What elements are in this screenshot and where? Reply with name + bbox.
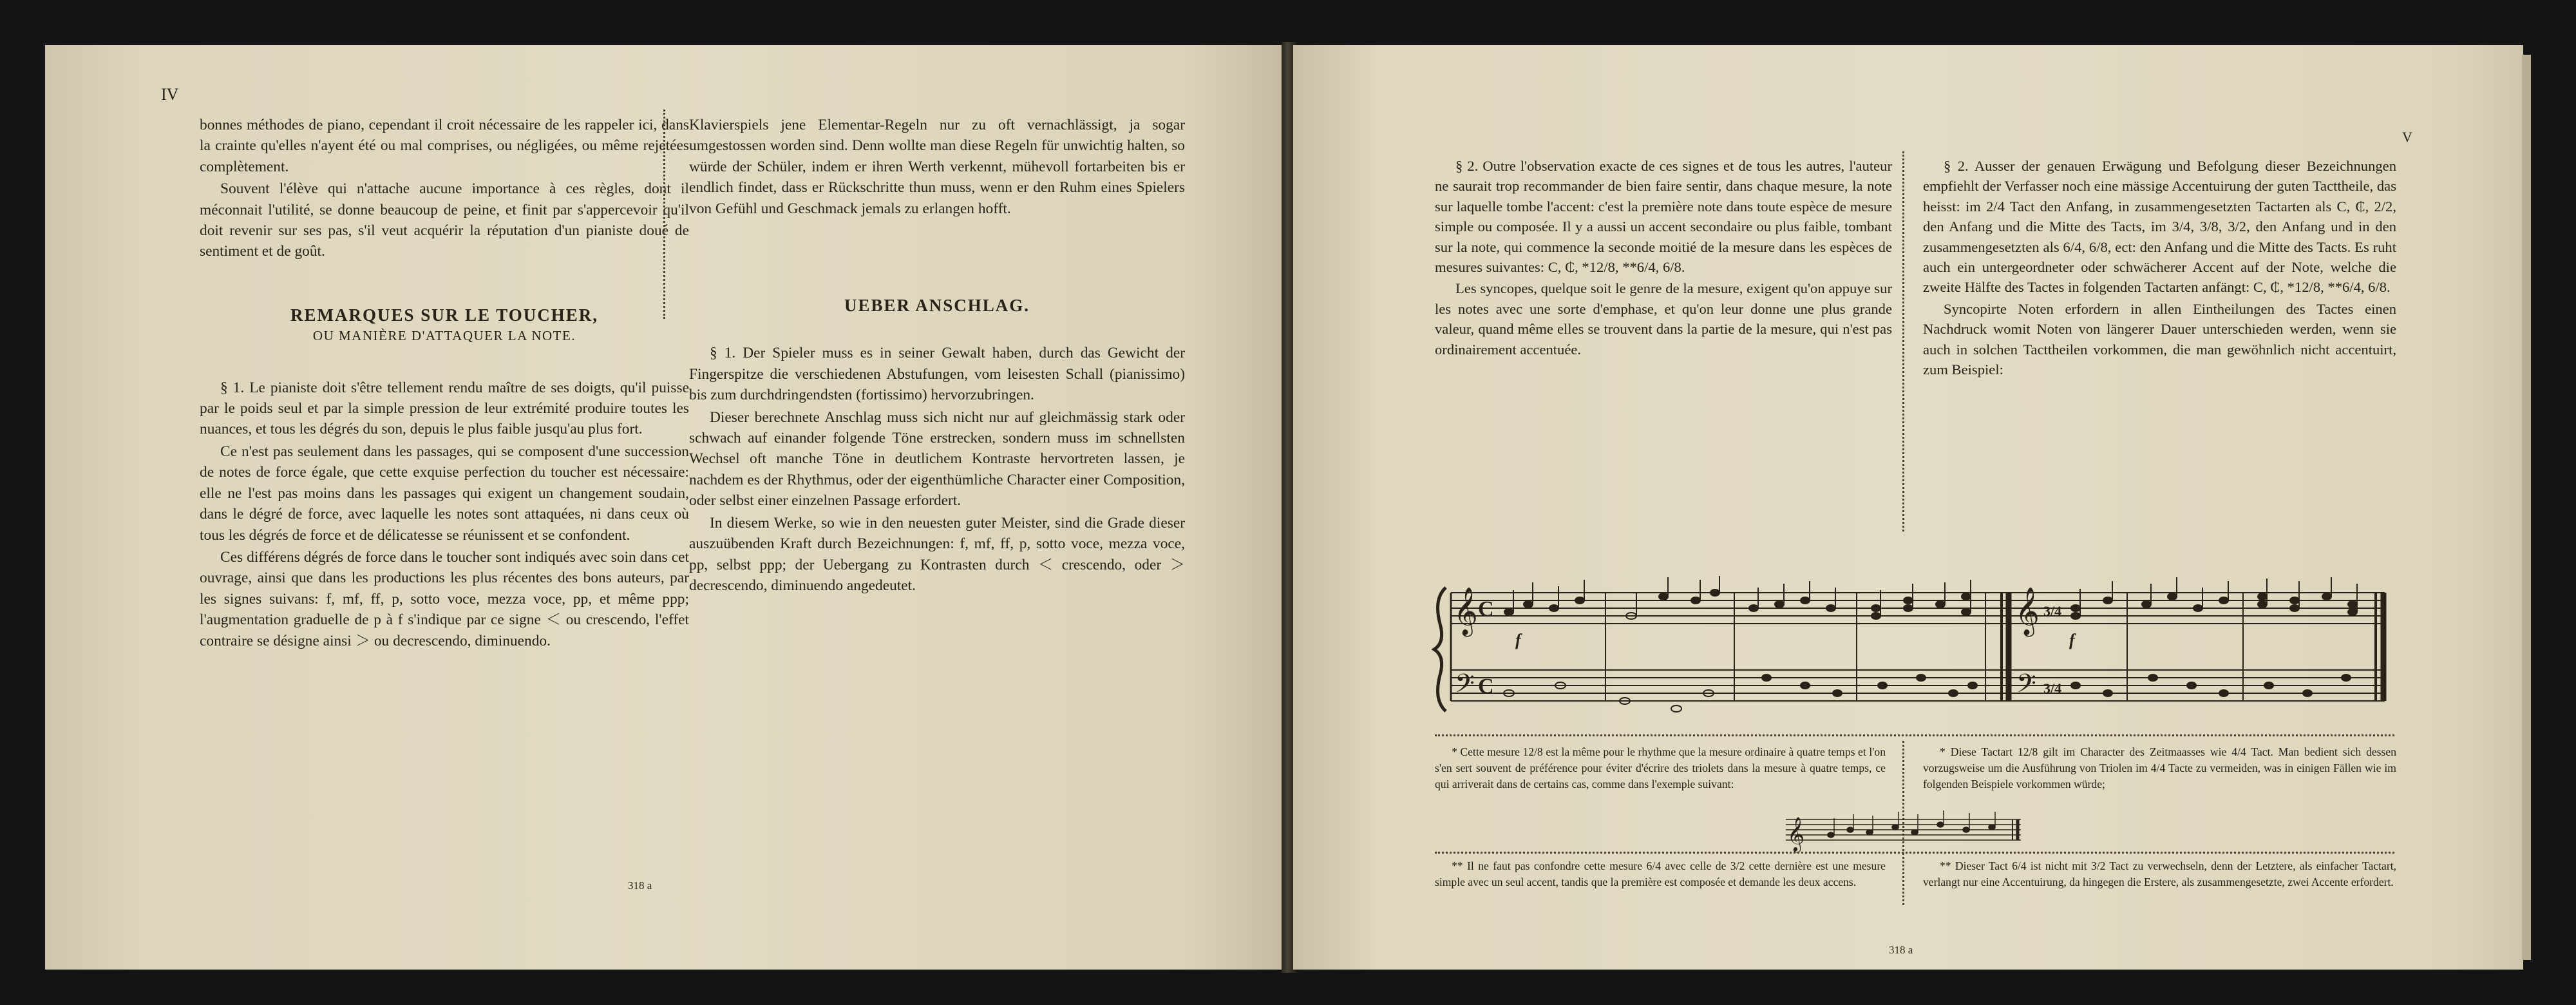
lower-staff — [1451, 670, 2385, 701]
clefs — [1454, 588, 2040, 705]
french-intro-1: bonnes méthodes de piano, cependant il croit nécessaire de les rappeler ici, dans la crainte qu'elles n'ayent été ou mal comprises, ou négligées, ou même rejetées complètement. — [200, 117, 689, 175]
page-number-left: IV — [161, 85, 179, 104]
french-heading: REMARQUES SUR LE TOUCHER, — [290, 305, 599, 325]
column-divider-left — [663, 110, 665, 319]
french-intro-2: Souvent l'élève qui n'attache aucune importance à ces règles, dont il méconnait l'utilité, se donne beaucoup de peine, et finit par s'appercevoir qu'il doit revenir sur ses pas, s'il veut acquérir la réputation d'un pianiste doué de sentiment et de goût. — [200, 180, 689, 260]
french-right-paragraph-2: Les syncopes, quelque soit le genre de la mesure, exigent qu'on appuye sur les notes avec une sorte d'emphase, et qu'on leur donne une plus grande valeur, quand même elles se trouvent dans la partie de la mesure, qui n'est pas ordinairement accentuée. — [1435, 280, 1892, 358]
german-intro: Klavierspiels jene Elementar-Regeln nur zu oft vernachlässigt, ja sogar umgestossen worden sind. Denn wollte man diese Regeln für unwichtig halten, so würde der Schüler, indem er ihren Werth verkennt, mühevoll fortarbeiten bis er endlich findet, dass er Rückschritte thun muss, wenn er den Ruhm eines Spielers von Gefühl und Geschmack jemals zu erlangen hofft. — [689, 117, 1185, 217]
music-example — [1432, 573, 2398, 725]
time-signature-upper: C — [1478, 597, 1494, 621]
page-number-right: V — [2402, 129, 2412, 145]
german-paragraph-3: In diesem Werke, so wie in den neuesten guter Meister, sind die Grade dieser auszuübenden Kraft durch Bezeichnungen: f, mf, ff, p, sotto voce, mezza voce, pp, selbst ppp; der Uebergang zu Kontrasten durch ＜ crescendo, oder ＞ decrescendo, diminuendo angedeutet. — [689, 514, 1185, 594]
footnote-12-8-french: * Cette mesure 12/8 est la même pour le rhythme que la mesure ordinaire à quatre temps et l'on s'en sert souvent de préférence pour éviter d'écrire des triolets dans la mesure à quatre temps, ce qui arriverait dans de certains cas, comme dans l'exemple suivant: — [1435, 745, 1886, 790]
time-signature-lower: C — [1478, 675, 1494, 698]
footnote-rule — [1435, 734, 2394, 736]
french-paragraph-1: § 1. Le pianiste doit s'être tellement rendu maître de ses doigts, qu'il puisse par le poids seul et par la simple pression de leur extrémité produire toutes les nuances, et tous les dégrés du son, depuis le plus faible jusqu'au plus fort. — [200, 379, 689, 438]
right-page — [1293, 45, 2523, 970]
time-signature-upper-2: 3/4 — [2043, 603, 2062, 619]
german-right-paragraph-2: Syncopirte Noten erfordern in allen Eintheilungen des Tactes einen Nachdruck womit Noten von längerer Dauer unterschieden werden, wenn sie auch in solchen Tacttheilen vorkommen, die man gewöhnlich nicht accentuirt, zum Beispiel: — [1923, 300, 2396, 378]
treble-clef-icon-3: 𝄞 — [1787, 816, 1805, 851]
notes — [1504, 576, 2357, 712]
german-paragraph-2: Dieser berechnete Anschlag muss sich nicht nur auf gleichmässig stark oder schwach auf einander folgende Töne erstrecken, sondern muss im schnellsten Wechsel oft manche Töne in deutlichem Kontraste hervortreten lassen, je nachdem es der Rhythmus, oder der eigenthümliche Character einer Composition, oder selbst einer einzelnen Passage erfordert. — [689, 408, 1185, 510]
bass-clef-icon-2: 𝄢 — [2016, 669, 2036, 705]
page-edge — [2522, 55, 2531, 960]
german-column-right — [1923, 156, 2396, 381]
barlines — [1451, 593, 2383, 701]
column-divider-right — [1902, 151, 1904, 531]
left-page — [45, 45, 1285, 970]
signature-left: 318 a — [628, 879, 652, 892]
german-footnote-1 — [1923, 744, 2396, 792]
dynamic-mark: f — [1515, 631, 1521, 649]
french-paragraph-3: Ces différens dégrés de force dans le toucher sont indiqués avec soin dans cet ouvrage, ainsi que dans les productions les plus récentes des bons auteurs, par les signes suivans: f, mf, ff, p, sotto voce, mezza voce, pp, et même ppp; l'augmentation graduelle de p à f s'indique par ce signe ＜ ou crescendo, l'effet contraire se désigne ainsi ＞ ou decrescendo, diminuendo. — [200, 548, 689, 649]
german-paragraph-1: § 1. Der Spieler muss es in seiner Gewalt haben, durch das Gewicht der Fingerspitze die verschiedenen Abstufungen, vom leisesten Schall (pianissimo) bis zum durchdringendsten (fortissimo) hervorzubringen. — [689, 345, 1185, 404]
footnote-music-example — [1786, 805, 2024, 857]
treble-clef-icon-2: 𝄞 — [2015, 588, 2040, 635]
french-subheading: OU MANIÈRE D'ATTAQUER LA NOTE. — [312, 328, 576, 344]
footnote-6-4-french: ** Il ne faut pas confondre cette mesure 6/4 avec celle de 3/2 cette dernière est une mesure simple avec un seul accent, tandis que la première est composée et demande les deux accens. — [1435, 859, 1886, 888]
treble-clef-icon: 𝄞 — [1454, 588, 1478, 635]
footnote-6-4-german: ** Dieser Tact 6/4 ist nicht mit 3/2 Tact zu verwechseln, denn der Letztere, als einfacher Tactart, verlangt nur eine Accentuirung, da hingegen die Erstere, als zusammengesetzte, zwei Accente erfordert. — [1923, 859, 2396, 888]
german-footnote-2 — [1923, 858, 2396, 890]
footnote-rule-2 — [1435, 852, 2394, 854]
german-column-left — [689, 115, 1185, 597]
french-right-paragraph-1: § 2. Outre l'observation exacte de ces signes et de tous les autres, l'auteur ne saurait trop recommander de bien faire sentir, dans chaque mesure, la note sur laquelle tombe l'accent: c'est la première note dans toute espèce de mesure simple ou composée. Il y a aussi un accent secondaire ou plus faible, tombant sur la note, qui commence la seconde moitié de la mesure dans les espèces de mesures suivantes: C, ₵, *12/8, **6/4, 6/8. — [1435, 158, 1892, 276]
french-column-left — [200, 115, 689, 653]
french-paragraph-2: Ce n'est pas seulement dans les passages, qui se composent d'une succession de notes de force égale, que cette exquise perfection du toucher est nécessaire: elle ne l'est pas moins dans les passages qui exigent un changement soudain, dans le dégré de force, avec laquelle les notes sont attaquées, ni dans ceux où tous les dégrés de force et de délicatesse se réunissent et se confondent. — [200, 443, 689, 544]
signature-right: 318 a — [1889, 944, 1913, 956]
french-footnote-1 — [1435, 744, 1886, 792]
footnote-12-8-german: * Diese Tactart 12/8 gilt im Character des Zeitmaasses wie 4/4 Tact. Man bedient sich dessen vorzugsweise um die Ausführung von Triolen im 4/4 Tacte zu vermeiden, was in einigen Fällen wie im folgenden Beispiele vorkommen würde; — [1923, 745, 2396, 790]
dynamic-mark-2: f — [2069, 631, 2075, 649]
french-footnote-2 — [1435, 858, 1886, 890]
brace — [1434, 588, 1446, 711]
time-signature-lower-2: 3/4 — [2043, 680, 2062, 696]
french-column-right — [1435, 156, 1892, 361]
german-heading: UEBER ANSCHLAG. — [844, 296, 1030, 316]
bass-clef-icon: 𝄢 — [1455, 669, 1475, 705]
upper-staff — [1451, 593, 2385, 624]
german-right-paragraph-1: § 2. Ausser der genauen Erwägung und Befolgung dieser Bezeichnungen empfiehlt der Verfasser noch eine mässige Accentuirung der guten Tacttheile, das heisst: im 2/4 Tact den Anfang, in zusammengesetzten Tactarten als C, ₵, 2/2, den Anfang und die Mitte des Tacts, im 3/4, 3/8, 3/2, den Anfang und in den zusammengesetzten als 6/4, 6/8, ect: den Anfang und die Mitte des Tacts. Es ruht auch ein untergeordneter oder schwächerer Accent auf der Note, welche die zweite Hälfte des Tactes in folgenden Tactarten anfängt: C, ₵, *12/8, **6/4, 6/8. — [1923, 158, 2396, 296]
